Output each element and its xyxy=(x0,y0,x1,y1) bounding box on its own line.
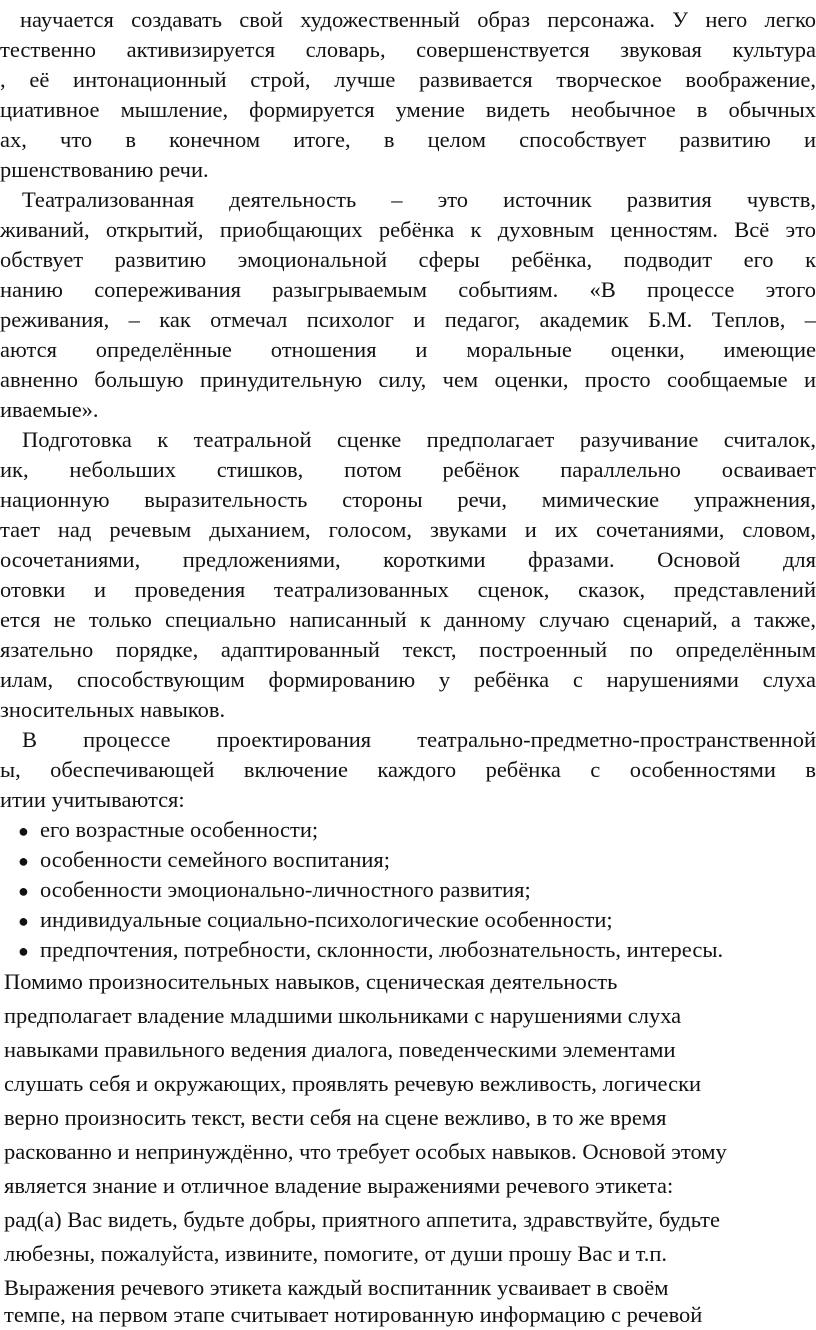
list-item-text: индивидуальные социально-психологические особенности; xyxy=(40,907,613,932)
list-item xyxy=(18,845,816,876)
text-line: илам, способствующим формированию у ребёнка с нарушениями слуха xyxy=(0,667,816,692)
text-line: аются определённые отношения и моральные оценки, имеющие xyxy=(0,337,816,362)
text-line: ется не только специально написанный к данному случаю сценарий, а также, xyxy=(0,607,816,632)
text-line: отовки и проведения театрализованных сценок, сказок, представлений xyxy=(0,577,816,602)
text-line: Помимо произносительных навыков, сценическая деятельность xyxy=(4,969,618,994)
text-line: тает над речевым дыханием, голосом, звуками и их сочетаниями, словом, xyxy=(0,517,816,542)
text-line: слушать себя и окружающих, проявлять речевую вежливость, логически xyxy=(4,1071,702,1096)
text-line: язательно порядке, адаптированный текст, построенный по определённым xyxy=(0,637,816,662)
text-line: осочетаниями, предложениями, короткими фразами. Основой для xyxy=(0,547,816,572)
text-line: ах, что в конечном итоге, в целом способствует развитию и xyxy=(0,127,816,152)
text-line: национную выразительность стороны речи, мимические упражнения, xyxy=(0,487,816,512)
text-line: ы, обеспечивающей включение каждого ребёнка с особенностями в xyxy=(0,757,816,782)
text-line: обствует развитию эмоциональной сферы ребёнка, подводит его к xyxy=(0,247,816,272)
text-line: верно произносить текст, вести себя на сцене вежливо, в то же время xyxy=(4,1105,667,1130)
bullet-icon: ● xyxy=(18,881,29,901)
text-line: Выражения речевого этикета каждый воспитанник усваивает в своём xyxy=(4,1275,669,1300)
list-item xyxy=(18,815,816,846)
list-item-text: особенности эмоционально-личностного развития; xyxy=(40,877,531,902)
text-line: рад(а) Вас видеть, будьте добры, приятного аппетита, здравствуйте, будьте xyxy=(4,1207,720,1232)
text-line: тественно активизируется словарь, совершенствуется звуковая культура xyxy=(0,37,816,62)
text-line: темпе, на первом этапе считывает нотированную информацию с речевой xyxy=(4,1302,703,1327)
text-line: Театрализованная деятельность – это источник развития чувств, xyxy=(22,187,816,212)
text-line: раскованно и непринуждённо, что требует особых навыков. Основой этому xyxy=(4,1139,727,1164)
list-item xyxy=(18,905,816,936)
text-line: ршенствованию речи. xyxy=(0,157,209,182)
text-line: В процессе проектирования театрально-предметно-пространственной xyxy=(22,727,816,752)
text-line: является знание и отличное владение выражениями речевого этикета: xyxy=(4,1173,674,1198)
list-item-text: его возрастные особенности; xyxy=(40,817,319,842)
text-line: нанию сопереживания разыгрываемым событиям. «В процессе этого xyxy=(0,277,816,302)
text-line: реживания, – как отмечал психолог и педагог, академик Б.М. Теплов, – xyxy=(0,307,816,332)
text-line: живаний, открытий, приобщающих ребёнка к духовным ценностям. Всё это xyxy=(0,217,816,242)
list-item-text: предпочтения, потребности, склонности, любознательность, интересы. xyxy=(40,937,724,962)
list-item-text: особенности семейного воспитания; xyxy=(40,847,391,872)
text-line: любезны, пожалуйста, извините, помогите, от души прошу Вас и т.п. xyxy=(4,1241,668,1266)
text-line: зносительных навыков. xyxy=(0,697,226,722)
list-item xyxy=(18,935,816,966)
text-line: предполагает владение младшими школьниками с нарушениями слуха xyxy=(4,1003,682,1028)
bullet-icon: ● xyxy=(18,941,29,961)
bullet-icon: ● xyxy=(18,851,29,871)
text-line: навыками правильного ведения диалога, поведенческими элементами xyxy=(4,1037,676,1062)
text-line: , её интонационный строй, лучше развивается творческое воображение, xyxy=(0,67,816,92)
bullet-icon: ● xyxy=(18,821,29,841)
text-line: Подготовка к театральной сценке предполагает разучивание считалок, xyxy=(22,427,816,452)
text-line: авненно большую принудительную силу, чем оценки, просто сообщаемые и xyxy=(0,367,816,392)
text-line: итии учитываются: xyxy=(0,787,185,812)
text-line: научается создавать свой художественный образ персонажа. У него легко xyxy=(20,7,816,32)
text-line: ик, небольших стишков, потом ребёнок параллельно осваивает xyxy=(0,457,816,482)
text-line: циативное мышление, формируется умение видеть необычное в обычных xyxy=(0,97,816,122)
text-line: иваемые». xyxy=(0,397,99,422)
bullet-icon: ● xyxy=(18,911,29,931)
list-item xyxy=(18,875,816,906)
